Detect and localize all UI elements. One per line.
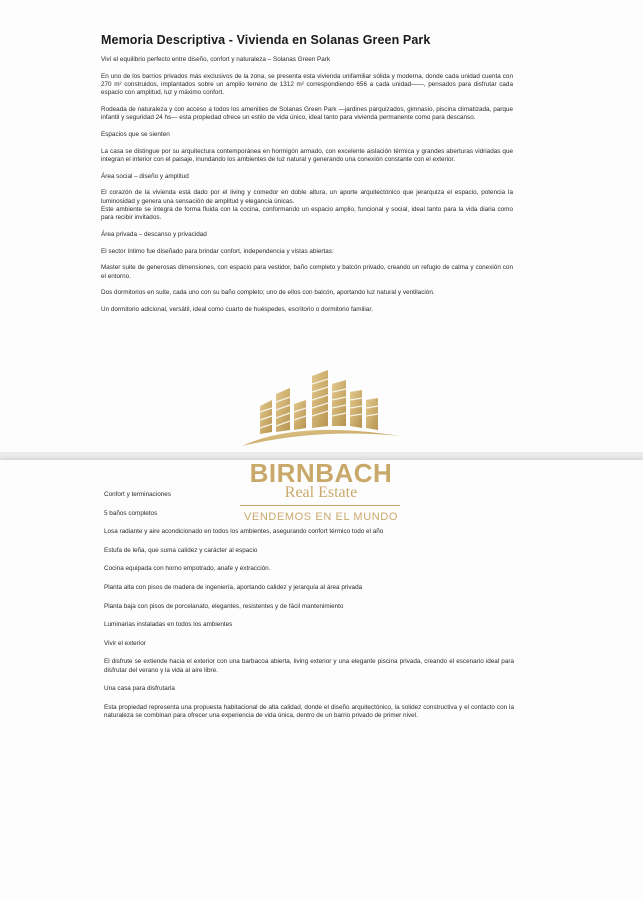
brand-logo xyxy=(226,370,416,530)
section-heading: Espacios que se sienten xyxy=(101,131,170,138)
list-item: Luminarias instaladas en todos los ambientes xyxy=(104,621,233,629)
list-item: Cocina equipada con horno empotrado, anafe y extracción. xyxy=(104,565,271,573)
list-item: Planta baja con pisos de porcelanato, elegantes, resistentes y de fácil mantenimiento xyxy=(104,602,344,610)
paragraph: Dos dormitorios en suite, cada uno con su baño completo; uno de ellos con balcón, aportando luz natural y ventilación. xyxy=(101,289,435,297)
list-item: Planta alta con pisos de madera de ingeniería, aportando calidez y jerarquía al área privada xyxy=(104,583,363,591)
section-heading: Vivir el exterior xyxy=(104,639,146,647)
section-heading: Área social – diseño y amplitud xyxy=(101,172,189,180)
buildings-skyline-icon xyxy=(238,370,404,452)
brand-name: BIRNBACH xyxy=(249,458,393,488)
paragraph: El corazón de la vivienda está dado por el living y comedor en doble altura, un aporte arquitectónico que jerarquiza el espacio, potencia la luminosidad y genera una sensación de amplitud y elegancia únicas. Este ambiente se integra de forma fluida con la cocina, conformando un espacio amplio, funcional y social, ideal tanto para la vida diaria como para recibir invitados. xyxy=(101,189,513,222)
section-heading: Confort y terminaciones xyxy=(104,491,171,498)
list-item: Estufa de leña, que suma calidez y carácter al espacio xyxy=(104,546,258,554)
section-heading: Área privada – descanso y privacidad xyxy=(101,231,207,238)
brand-tagline: VENDEMOS EN EL MUNDO xyxy=(243,511,398,523)
paragraph: Viví el equilibrio perfecto entre diseño, confort y naturaleza – Solanas Green Park xyxy=(101,56,331,63)
paragraph: El disfrute se extiende hacia el exterior con una barbacoa abierta, living exterior y una elegante piscina privada, creando el escenario ideal para disfrutar del verano y la vida al aire libre. xyxy=(104,658,514,674)
paragraph: El sector íntimo fue diseñado para brindar confort, independencia y vistas abiertas: xyxy=(101,247,334,255)
document-title: Memoria Descriptiva - Vivienda en Solanas Green Park xyxy=(101,33,431,47)
paragraph: Esta propiedad representa una propuesta habitacional de alta calidad, donde el diseño arquitectónico, la solidez constructiva y el contacto con la naturaleza se combinan para ofrecer una experiencia de vida única, dentro de un barrio privado de primer nivel. xyxy=(104,703,514,720)
paragraph: La casa se distingue por su arquitectura contemporánea en hormigón armado, con excelente aislación térmica y grandes aberturas vidriadas que integran el interior con el paisaje, inundando los ambientes de luz natural y generando una conexión constante con el exterior. xyxy=(101,147,513,163)
page-1-body xyxy=(101,33,513,322)
paragraph: Master suite de generosas dimensiones, con espacio para vestidor, baño completo y balcón privado, creando un refugio de calma y conexión con el entorno. xyxy=(101,264,513,280)
list-item: Losa radiante y aire acondicionado en todos los ambientes, asegurando confort térmico todo el año xyxy=(104,528,384,536)
brand-subtitle: Real Estate xyxy=(284,484,358,501)
paragraph: Un dormitorio adicional, versátil, ideal como cuarto de huéspedes, escritorio o dormitorio familiar. xyxy=(101,305,373,313)
list-item: 5 baños completos xyxy=(104,509,158,517)
section-heading: Una casa para disfrutarla xyxy=(104,685,175,693)
paragraph: Rodeada de naturaleza y con acceso a todos los amenities de Solanas Green Park —jardines parquizados, gimnasio, piscina climatizada, parque infantil y seguridad 24 hs— esta propiedad ofrece un estilo de vida único, ideal tanto para vivienda permanente como para descanso. xyxy=(101,106,513,122)
brand-divider xyxy=(240,505,400,506)
paragraph: En uno de los barrios privados más exclusivos de la zona, se presenta esta vivienda unifamiliar sólida y moderna, donde cada unidad cuenta con 270 m² construidos, implantados sobre un amplio terreno de 1312 m² correspondiendo 656 a cada unidad——, pensados para disfrutar cada espacio con amplitud, luz y máximo confort. xyxy=(101,72,513,97)
